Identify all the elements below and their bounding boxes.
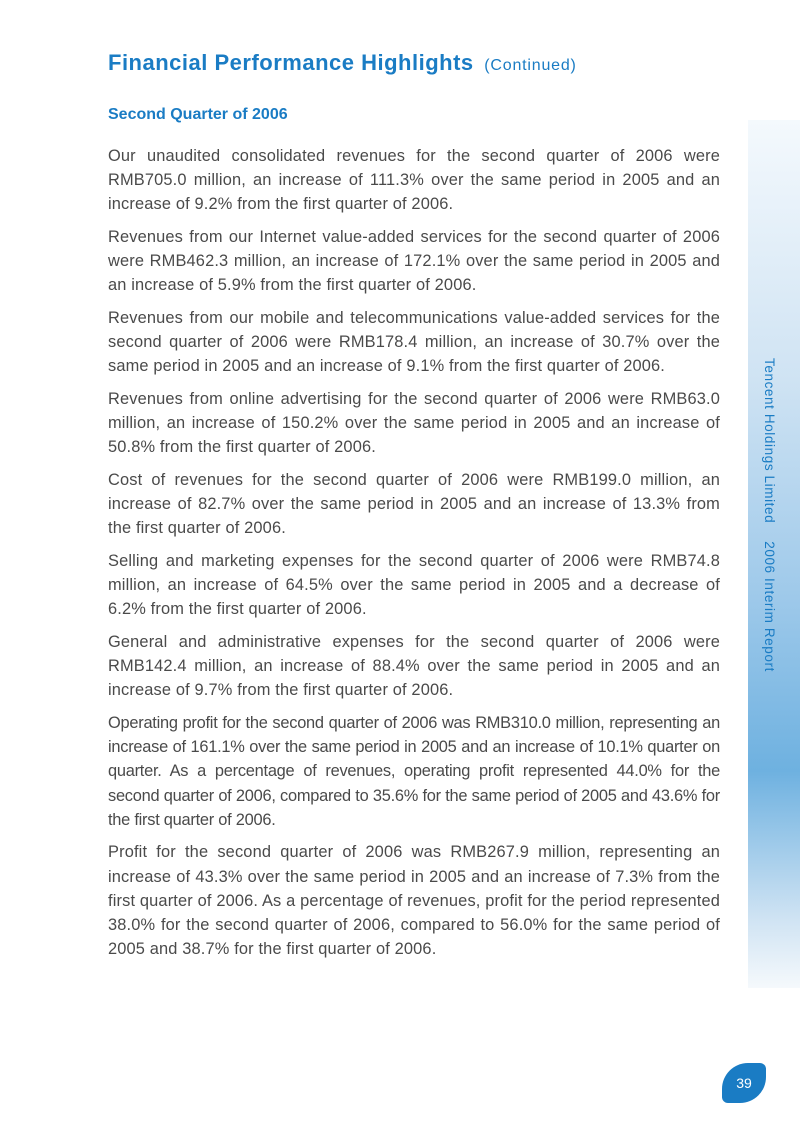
page-title-suffix: (Continued)	[484, 57, 577, 74]
paragraph-mobile-revenues: Revenues from our mobile and telecommunications value-added services for the second quarter of 2006 were RMB178.4 million, an increase of 30.7% over the same period in 2005 and an increase of 9.1% from the first quarter of 2006.	[108, 309, 720, 376]
paragraph-advertising-revenues: Revenues from online advertising for the second quarter of 2006 were RMB63.0 million, an increase of 150.2% over the same period in 2005 and an increase of 50.8% from the first quarter of 2006.	[108, 390, 720, 457]
page-number-badge	[722, 1063, 766, 1103]
paragraph-general-administrative: General and administrative expenses for the second quarter of 2006 were RMB142.4 million, an increase of 88.4% over the same period in 2005 and an increase of 9.7% from the first quarter of 2006.	[108, 633, 720, 700]
paragraph-profit: Profit for the second quarter of 2006 was RMB267.9 million, representing an increase of 43.3% over the same period in 2005 and an increase of 7.3% from the first quarter of 2006. As a percentage of revenues, profit for the period represented 38.0% for the second quarter of 2006, compared to 56.0% for the same period of 2005 and 38.7% for the first quarter of 2006.	[108, 843, 720, 959]
page-title	[108, 50, 577, 76]
body-text	[108, 144, 720, 970]
sidebar-company-name: Tencent Holdings Limited	[762, 358, 777, 524]
page-number: 39	[736, 1075, 752, 1091]
page-title-text: Financial Performance Highlights	[108, 50, 474, 75]
sidebar-report-name: 2006 Interim Report	[762, 541, 777, 672]
paragraph-selling-marketing: Selling and marketing expenses for the second quarter of 2006 were RMB74.8 million, an increase of 64.5% over the same period in 2005 and a decrease of 6.2% from the first quarter of 2006.	[108, 552, 720, 619]
sidebar-label	[762, 358, 777, 672]
paragraph-operating-profit: Operating profit for the second quarter of 2006 was RMB310.0 million, representing an increase of 161.1% over the same period in 2005 and an increase of 10.1% quarter on quarter. As a percentage of revenues, operating profit represented 44.0% for the second quarter of 2006, compared to 35.6% for the same period of 2005 and 43.6% for the first quarter of 2006.	[108, 714, 720, 829]
section-heading: Second Quarter of 2006	[108, 106, 288, 123]
paragraph-ivas-revenues: Revenues from our Internet value-added services for the second quarter of 2006 were RMB462.3 million, an increase of 172.1% over the same period in 2005 and an increase of 5.9% from the first quarter of 2006.	[108, 228, 720, 295]
paragraph-revenues: Our unaudited consolidated revenues for the second quarter of 2006 were RMB705.0 million, an increase of 111.3% over the same period in 2005 and an increase of 9.2% from the first quarter of 2006.	[108, 147, 720, 214]
paragraph-cost-of-revenues: Cost of revenues for the second quarter of 2006 were RMB199.0 million, an increase of 82.7% over the same period in 2005 and an increase of 13.3% from the first quarter of 2006.	[108, 471, 720, 538]
